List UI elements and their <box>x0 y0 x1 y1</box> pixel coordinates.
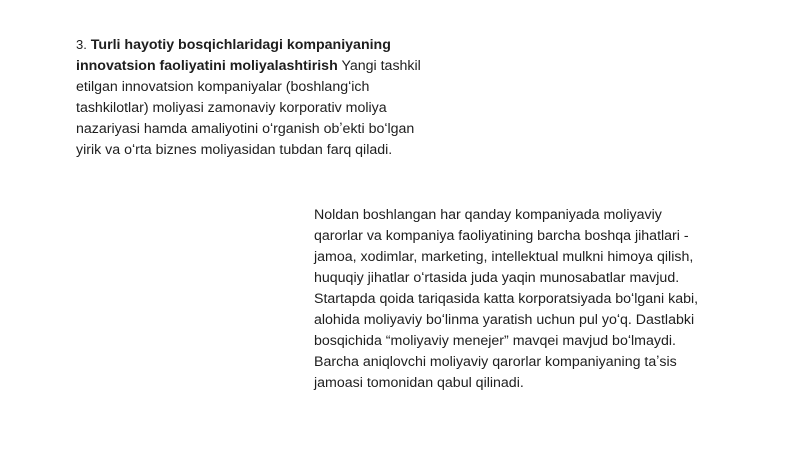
body-paragraph <box>314 205 744 394</box>
body-line: Barcha aniqlovchi moliyaviy qarorlar kompaniyaning taʼsis <box>314 354 677 370</box>
body-line: jamoa, xodimlar, marketing, intellektual mulkni himoya qilish, <box>314 249 694 265</box>
heading-line-2 <box>76 56 448 77</box>
intro-first-line-tail: Yangi tashkil <box>341 58 421 74</box>
body-line: huquqiy jihatlar oʻrtasida juda yaqin munosabatlar mavjud. <box>314 270 680 286</box>
section-number: 3. <box>76 37 87 52</box>
section-heading-part-1: Turli hayotiy bosqichlaridagi kompaniyaning <box>90 37 391 53</box>
body-line: bosqichida “moliyaviy menejer” mavqei mavjud boʻlmaydi. <box>314 333 676 349</box>
body-line: alohida moliyaviy boʻlinma yaratish uchun pul yoʻq. Dastlabki <box>314 312 695 328</box>
intro-line: yirik va oʻrta biznes moliyasidan tubdan farq qiladi. <box>76 142 393 158</box>
section-heading-part-2: innovatsion faoliyatini moliyalashtirish <box>76 58 338 74</box>
body-line: Startapda qoida tariqasida katta korporatsiyada boʻlgani kabi, <box>314 291 699 307</box>
body-line: jamoasi tomonidan qabul qilinadi. <box>314 375 524 391</box>
heading-line-1 <box>76 34 448 56</box>
section-intro-paragraph <box>76 34 448 161</box>
intro-line: nazariyasi hamda amaliyotini oʻrganish obʼekti boʻlgan <box>76 121 415 137</box>
body-line: Noldan boshlangan har qanday kompaniyada moliyaviy <box>314 207 662 223</box>
intro-line: tashkilotlar) moliyasi zamonaviy korporativ moliya <box>76 100 387 116</box>
intro-line: etilgan innovatsion kompaniyalar (boshlangʻich <box>76 79 370 95</box>
body-line: qarorlar va kompaniya faoliyatining barcha boshqa jihatlari - <box>314 228 689 244</box>
